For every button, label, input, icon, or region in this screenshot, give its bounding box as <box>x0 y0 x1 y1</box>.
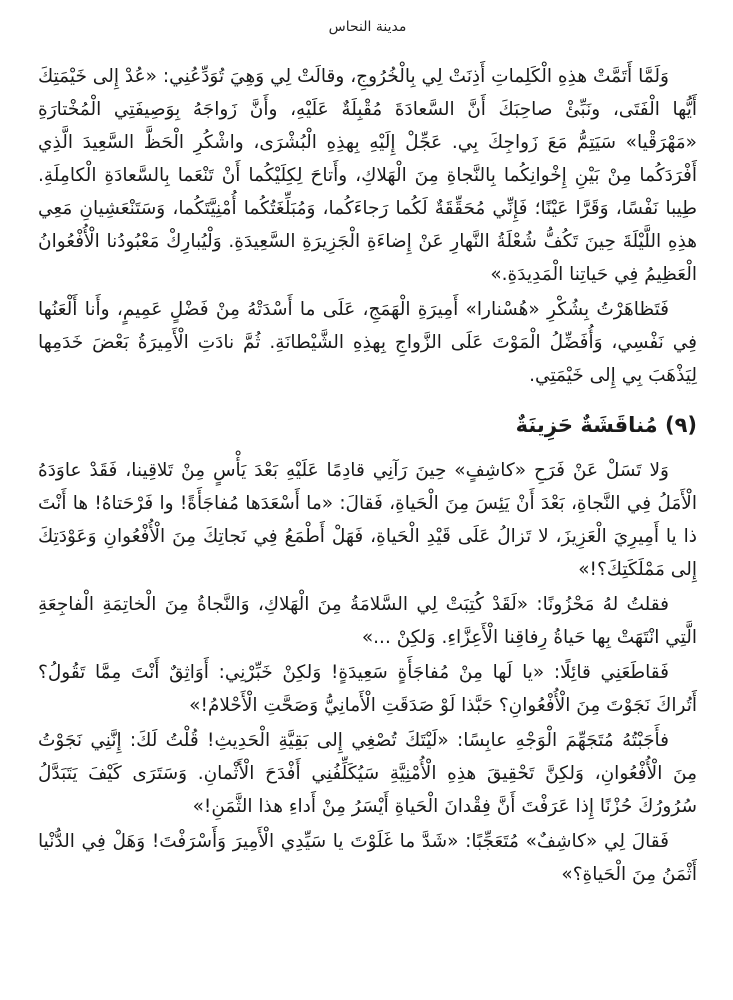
paragraph: فَقالَ لِي «كاشِفٌ» مُتَعَجِّبًا: «شَدَّ ما غَلَوْتَ يا سَيِّدِي الْأَمِيرَ وَأَسْرَفْتَ! وَهَلْ فِي الدُّنْيا أَثْمَنُ مِنَ الْحَياةِ؟» <box>38 831 697 885</box>
text-block-before-chapter <box>38 60 697 392</box>
paragraph: فَتَظاهَرْتُ بِشُكْرِ «هُسْنارا» أَمِيرَةِ الْهَمَجِ، عَلَى ما أَسْدَتْهُ مِنْ فَضْلٍ عَمِيمٍ، وأَنا أَلْعَنُها فِي نَفْسِي، وَأُفَضِّلُ الْمَوْتَ عَلَى الزَّواجِ بِهذِهِ الشَّيْطانَةِ. ثُمَّ نادَتِ الْأَمِيرَةُ بَعْضَ خَدَمِها لِيَذْهَبَ بِي إِلى خَيْمَتِي. <box>38 299 697 386</box>
chapter-body <box>38 454 697 891</box>
paragraph: وَلا تَسَلْ عَنْ فَرَحِ «كاشِفٍ» حِينَ رَآنِي قادِمًا عَلَيْهِ بَعْدَ يَأْسٍ مِنْ تَلاقِينا، فَقَدْ عاوَدَهُ الْأَمَلُ فِي النَّجاةِ، بَعْدَ أَنْ يَئِسَ مِنَ الْحَياةِ، فَقالَ: «ما أَسْعَدَها مُفاجَأَةً! وا فَرْحَتاهُ! ها أَنْتَ ذا يا أَمِيرِيَ الْعَزِيزَ، لا تَزالُ عَلَى قَيْدِ الْحَياةِ، فَهَلْ أَطْمَعُ فِي نَجاتِكَ مِنَ الْأُفْعُوانِ وَعَوْدَتِكَ إِلى مَمْلَكَتِكَ؟!» <box>38 460 697 580</box>
paragraph: فَقاطَعَنِي قائِلًا: «يا لَها مِنْ مُفاجَأَةٍ سَعِيدَةٍ! وَلكِنْ خَبِّرْنِي: أَوَاثِقٌ أَنْتَ مِمَّا تَقُولُ؟ أَتُراكَ نَجَوْتَ مِنَ الْأُفْعُوانِ؟ حَبَّذا لَوْ صَدَقَتِ الْأَمانِيُّ وَصَحَّتِ الْأَحْلامُ!» <box>38 662 697 716</box>
paragraph: فأَجَبْتُهُ مُتَجَهِّمَ الْوَجْهِ عابِسًا: «لَيْتَكَ تُصْغِي إِلى بَقِيَّةِ الْحَدِيثِ! قُلْتُ لَكَ: إِنَّنِي نَجَوْتُ مِنَ الْأُفْعُوانِ، وَلكِنَّ تَحْقِيقَ هذِهِ الْأُمْنِيَّةِ سَيُكَلِّفُنِي أَفْدَحَ الْأَثْمانِ. وَسَتَرَى كَيْفَ يَتَبَدَّلُ سُرُورُكَ حُزْنًا إِذا عَرَفْتَ أَنَّ فِقْدانَ الْحَياةِ أَيْسَرُ مِنْ أَداءِ هذا الثَّمَنِ!» <box>38 730 697 817</box>
running-title: مدينة النحاس <box>328 19 407 35</box>
paragraph: فقلتُ لهُ مَحْزُونًا: «لَقَدْ كُتِبَتْ لِي السَّلامَةُ مِنَ الْهَلاكِ، وَالنَّجاةُ مِنَ الْخاتِمَةِ الْفاجِعَةِ الَّتِي انْتَهَتْ بِها حَياةُ رِفاقِنا الْأَعِزَّاءِ. وَلكِنْ ...» <box>38 594 697 648</box>
chapter-heading: (٩) مُناقَشَةٌ حَزِينَةٌ <box>515 413 697 437</box>
paragraph: وَلَمَّا أَتَمَّتْ هذِهِ الْكَلِماتِ أَذِنَتْ لِي بِالْخُرُوجِ، وقالَتْ لِي وَهِيَ تُوَدِّعُنِي: «عُدْ إِلى خَيْمَتِكَ أَيُّها الْفَتَى، ونَبِّئْ صاحِبَكَ أَنَّ السَّعادَةَ مُقْبِلَةٌ عَلَيْهِ، وأَنَّ زَواجَهُ بِوَصِيفَتِي الْمُخْتارَةِ «مَهْرَقْيا» سَيَتِمُّ مَعَ زَواجِكَ بِي. عَجِّلْ إِلَيْهِ بِهذِهِ الْبُشْرَى، واشْكُرِ الْحَظَّ السَّعِيدَ الَّذِي أَفْرَدَكُما مِنْ بَيْنِ إِخْوانِكُما بِالنَّجاةِ مِنَ الْهَلاكِ، وأَتاحَ لِكِلَيْكُما أَنْ تَنْعَما بِالسَّعادَةِ الْكامِلَةِ. طِيبا نَفْسًا، وَقَرَّا عَيْنًا؛ فَإِنِّي مُحَقِّقَةٌ لَكُما رَجاءَكُما، وَمُبَلِّغَتُكُما أُمْنِيَّتَكُما، وَسَتَنْعَشِيانِ مَعِي هذِهِ اللَّيْلَةَ حِينَ تَكُفُّ شُعْلَةُ النَّهارِ عَنْ إِضاءَةِ الْجَزِيرَةِ السَّعِيدَةِ. وَلْيُبارِكْ مَعْبُودُنا الْأُفْعُوانُ الْعَظِيمُ فِي حَياتِنا الْمَدِيدَةِ.» <box>38 66 697 285</box>
